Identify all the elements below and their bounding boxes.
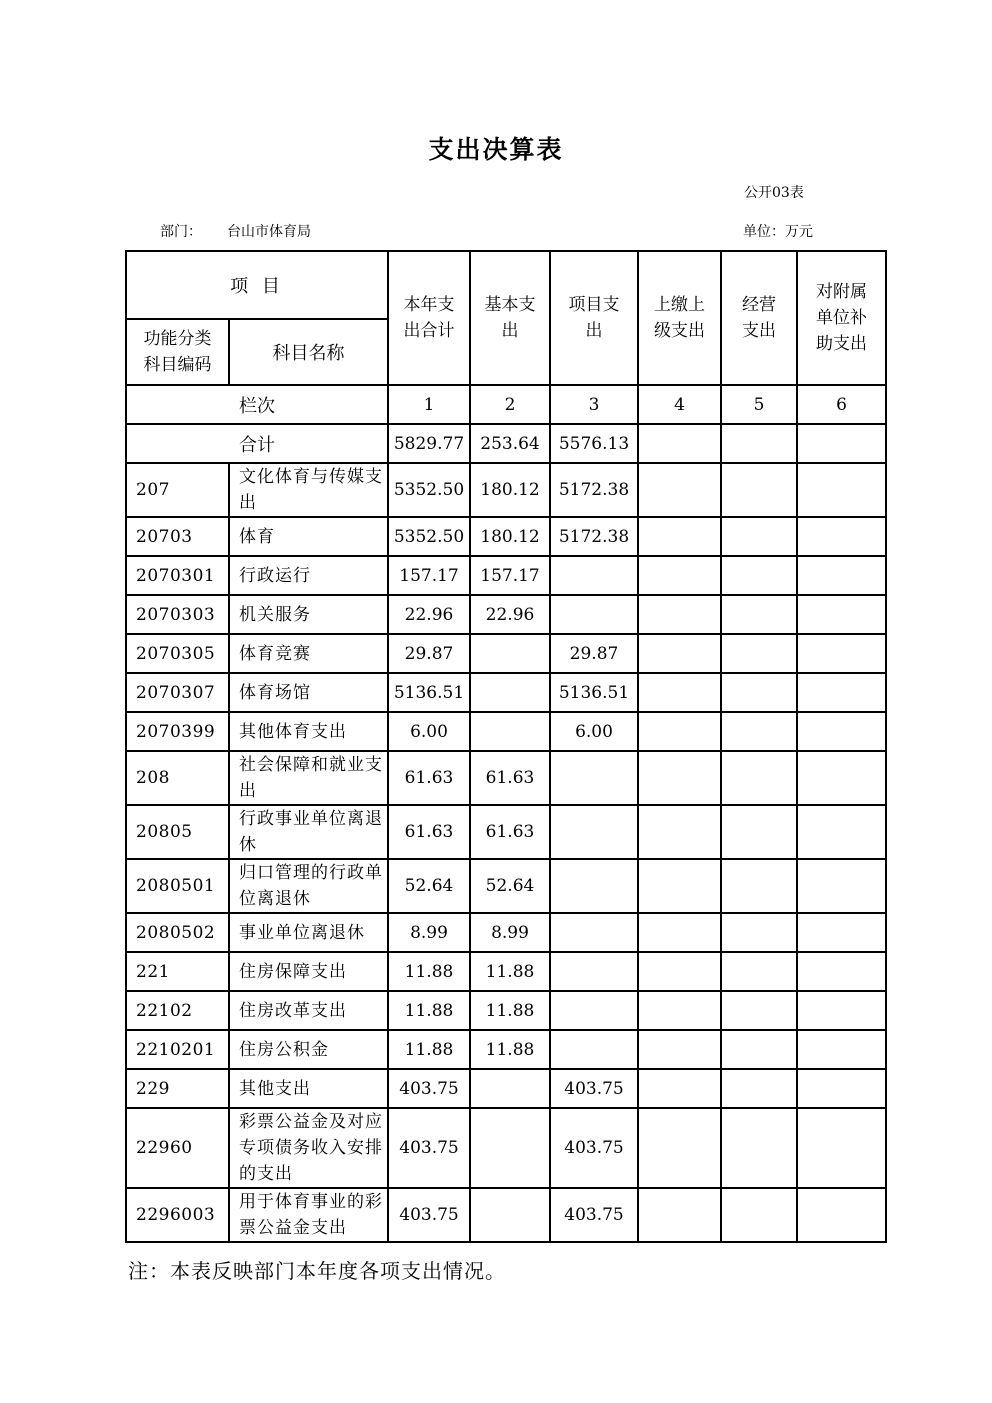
table-row: [126, 634, 886, 673]
amount-cell: [721, 751, 797, 805]
amount-cell: 403.75: [550, 1108, 638, 1188]
header-col-6: [797, 251, 886, 385]
amount-cell: 61.63: [470, 751, 550, 805]
func-code-cell: 20703: [126, 517, 229, 556]
index-cell: 1: [388, 385, 470, 424]
func-code-cell: 22102: [126, 991, 229, 1030]
func-code-cell: 2296003: [126, 1188, 229, 1242]
amount-cell: 5136.51: [388, 673, 470, 712]
amount-cell: 6.00: [550, 712, 638, 751]
page-title: 支出决算表: [428, 135, 564, 164]
amount-cell: [470, 634, 550, 673]
func-code-cell: 221: [126, 952, 229, 991]
index-cell: 3: [550, 385, 638, 424]
table-row: [126, 712, 886, 751]
amount-cell: 403.75: [388, 1108, 470, 1188]
amount-cell: [550, 556, 638, 595]
amount-cell: [721, 859, 797, 913]
amount-cell: [470, 712, 550, 751]
amount-cell: 29.87: [550, 634, 638, 673]
amount-cell: [638, 1188, 721, 1242]
func-code-cell: 2080502: [126, 913, 229, 952]
amount-cell: [721, 634, 797, 673]
amount-cell: [797, 1030, 886, 1069]
header-col-5: [721, 251, 797, 385]
table-row: [126, 952, 886, 991]
subject-name-cell: 住房公积金: [229, 1030, 388, 1069]
amount-cell: [638, 517, 721, 556]
amount-cell: [638, 556, 721, 595]
subject-name-cell: 其他体育支出: [229, 712, 388, 751]
subject-name-cell: 体育: [229, 517, 388, 556]
amount-cell: [638, 1069, 721, 1108]
department-name: 台山市体育局: [227, 224, 311, 240]
amount-cell: 11.88: [470, 952, 550, 991]
amount-cell: [797, 751, 886, 805]
amount-cell: 11.88: [470, 1030, 550, 1069]
amount-cell: 5136.51: [550, 673, 638, 712]
amount-cell: 52.64: [470, 859, 550, 913]
amount-cell: 11.88: [388, 1030, 470, 1069]
amount-cell: [797, 991, 886, 1030]
header-col-2-label: 基本支出: [484, 295, 536, 341]
amount-cell: [797, 1188, 886, 1242]
amount-cell: [797, 859, 886, 913]
subject-name-cell: 文化体育与传媒支出: [229, 463, 388, 517]
amount-cell: 8.99: [470, 913, 550, 952]
amount-cell: 11.88: [388, 952, 470, 991]
table-row: [126, 463, 886, 517]
header-col-2: [470, 251, 550, 385]
index-row: [126, 385, 886, 424]
func-code-cell: 22960: [126, 1108, 229, 1188]
total-row: [126, 424, 886, 463]
amount-cell: 5352.50: [388, 463, 470, 517]
header-subject-name: 科目名称: [229, 319, 388, 385]
amount-cell: 11.88: [470, 991, 550, 1030]
subject-name-cell: 行政事业单位离退休: [229, 805, 388, 859]
amount-cell: [470, 1108, 550, 1188]
amount-cell: [797, 595, 886, 634]
table-row: [126, 1030, 886, 1069]
subject-name-cell: 彩票公益金及对应专项债务收入安排的支出: [229, 1108, 388, 1188]
amount-cell: 5172.38: [550, 517, 638, 556]
func-code-cell: 20805: [126, 805, 229, 859]
amount-cell: 403.75: [550, 1069, 638, 1108]
total-cell: 253.64: [470, 424, 550, 463]
amount-cell: [721, 556, 797, 595]
amount-cell: [721, 805, 797, 859]
amount-cell: [470, 1188, 550, 1242]
amount-cell: [638, 1108, 721, 1188]
amount-cell: [638, 673, 721, 712]
amount-cell: 22.96: [388, 595, 470, 634]
amount-cell: [797, 1108, 886, 1188]
header-col-3-label: 项目支出: [568, 295, 620, 341]
amount-cell: [721, 673, 797, 712]
subject-name-cell: 事业单位离退休: [229, 913, 388, 952]
header-col-4: [638, 251, 721, 385]
total-cell: 5576.13: [550, 424, 638, 463]
amount-cell: 29.87: [388, 634, 470, 673]
amount-cell: [638, 1030, 721, 1069]
amount-cell: [721, 991, 797, 1030]
subject-name-cell: 住房保障支出: [229, 952, 388, 991]
header-col-1-label: 本年支出合计: [403, 295, 455, 341]
amount-cell: [638, 712, 721, 751]
func-code-cell: 208: [126, 751, 229, 805]
amount-cell: [550, 1030, 638, 1069]
func-code-cell: 2070305: [126, 634, 229, 673]
amount-cell: [797, 634, 886, 673]
func-code-cell: 229: [126, 1069, 229, 1108]
index-cell: 5: [721, 385, 797, 424]
amount-cell: [797, 517, 886, 556]
total-cell: [721, 424, 797, 463]
table-row: [126, 913, 886, 952]
amount-cell: [638, 913, 721, 952]
unit-label: 单位：万元: [743, 224, 813, 240]
amount-cell: [638, 805, 721, 859]
amount-cell: [721, 1188, 797, 1242]
amount-cell: 6.00: [388, 712, 470, 751]
subject-name-cell: 其他支出: [229, 1069, 388, 1108]
header-func-code: [126, 319, 229, 385]
amount-cell: [721, 517, 797, 556]
amount-cell: [550, 859, 638, 913]
amount-cell: [797, 805, 886, 859]
amount-cell: [550, 751, 638, 805]
amount-cell: [550, 595, 638, 634]
amount-cell: [550, 805, 638, 859]
table-row: [126, 1069, 886, 1108]
amount-cell: 11.88: [388, 991, 470, 1030]
func-code-cell: 207: [126, 463, 229, 517]
subject-name-cell: 社会保障和就业支出: [229, 751, 388, 805]
amount-cell: [638, 952, 721, 991]
func-code-cell: 2070303: [126, 595, 229, 634]
amount-cell: [797, 1069, 886, 1108]
amount-cell: [721, 1069, 797, 1108]
header-col-1: [388, 251, 470, 385]
amount-cell: 157.17: [470, 556, 550, 595]
amount-cell: [638, 634, 721, 673]
amount-cell: 180.12: [470, 463, 550, 517]
table-row: [126, 517, 886, 556]
amount-cell: [797, 673, 886, 712]
amount-cell: 403.75: [550, 1188, 638, 1242]
amount-cell: [797, 913, 886, 952]
subject-name-cell: 体育竞赛: [229, 634, 388, 673]
amount-cell: 5172.38: [550, 463, 638, 517]
func-code-cell: 2070307: [126, 673, 229, 712]
amount-cell: [721, 913, 797, 952]
table-row: [126, 1188, 886, 1242]
subject-name-cell: 体育场馆: [229, 673, 388, 712]
index-cell: 6: [797, 385, 886, 424]
table-row: [126, 805, 886, 859]
amount-cell: 61.63: [388, 805, 470, 859]
form-code: 公开03表: [744, 185, 804, 201]
amount-cell: [797, 952, 886, 991]
amount-cell: [721, 712, 797, 751]
func-code-cell: 2080501: [126, 859, 229, 913]
amount-cell: [797, 556, 886, 595]
amount-cell: 52.64: [388, 859, 470, 913]
amount-cell: [797, 712, 886, 751]
header-col-4-label: 上缴上级支出: [654, 295, 706, 341]
amount-cell: [721, 463, 797, 517]
amount-cell: [550, 952, 638, 991]
table-row: [126, 556, 886, 595]
amount-cell: [470, 1069, 550, 1108]
table-row: [126, 991, 886, 1030]
subject-name-cell: 住房改革支出: [229, 991, 388, 1030]
amount-cell: [550, 913, 638, 952]
amount-cell: 403.75: [388, 1069, 470, 1108]
subject-name-cell: 用于体育事业的彩票公益金支出: [229, 1188, 388, 1242]
amount-cell: [721, 1108, 797, 1188]
index-cell: 2: [470, 385, 550, 424]
subject-name-cell: 机关服务: [229, 595, 388, 634]
amount-cell: [638, 463, 721, 517]
header-func-code-label: 功能分类科目编码: [143, 329, 212, 375]
subject-name-cell: 行政运行: [229, 556, 388, 595]
department-label: 部门：: [160, 224, 202, 240]
amount-cell: 22.96: [470, 595, 550, 634]
amount-cell: [638, 859, 721, 913]
amount-cell: [721, 952, 797, 991]
table-row: [126, 1108, 886, 1188]
total-row-label: 合计: [126, 424, 388, 463]
total-cell: [797, 424, 886, 463]
amount-cell: 180.12: [470, 517, 550, 556]
table-row: [126, 595, 886, 634]
func-code-cell: 2210201: [126, 1030, 229, 1069]
table-row: [126, 751, 886, 805]
func-code-cell: 2070301: [126, 556, 229, 595]
header-col-3: [550, 251, 638, 385]
subject-name-cell: 归口管理的行政单位离退休: [229, 859, 388, 913]
amount-cell: [721, 595, 797, 634]
header-item: 项 目: [126, 251, 388, 319]
amount-cell: [470, 673, 550, 712]
header-col-6-label: 对附属单位补助支出: [816, 282, 868, 354]
amount-cell: [550, 991, 638, 1030]
amount-cell: [638, 751, 721, 805]
amount-cell: [797, 463, 886, 517]
func-code-cell: 2070399: [126, 712, 229, 751]
amount-cell: 8.99: [388, 913, 470, 952]
header-col-5-label: 经营支出: [742, 295, 777, 341]
amount-cell: 157.17: [388, 556, 470, 595]
index-cell: 4: [638, 385, 721, 424]
amount-cell: 61.63: [470, 805, 550, 859]
table-row: [126, 859, 886, 913]
expenditure-table: [125, 250, 887, 1243]
amount-cell: [638, 595, 721, 634]
amount-cell: 61.63: [388, 751, 470, 805]
amount-cell: 5352.50: [388, 517, 470, 556]
total-cell: 5829.77: [388, 424, 470, 463]
footnote: 注：本表反映部门本年度各项支出情况。: [128, 1259, 506, 1283]
amount-cell: [721, 1030, 797, 1069]
total-cell: [638, 424, 721, 463]
amount-cell: [638, 991, 721, 1030]
table-row: [126, 673, 886, 712]
index-row-label: 栏次: [126, 385, 388, 424]
amount-cell: 403.75: [388, 1188, 470, 1242]
